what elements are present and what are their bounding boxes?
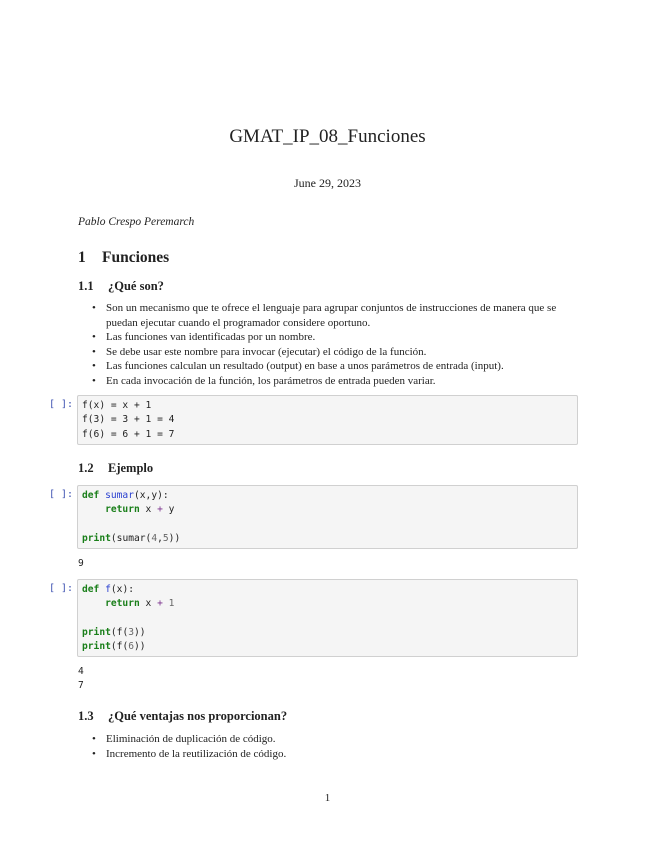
cell-output: 4 7 (78, 666, 84, 692)
list-item: • Eliminación de duplicación de código. (90, 732, 582, 747)
subsection-title: ¿Qué ventajas nos proporcionan? (108, 709, 288, 723)
bullet-list-que-son (90, 301, 582, 389)
subsection-heading-que-son (78, 279, 164, 294)
code-line (82, 518, 573, 532)
code-line: f(3) = 3 + 1 = 4 (82, 414, 175, 426)
code-line: def sumar(x,y): (82, 490, 169, 501)
code-line: print(f(3)) (82, 626, 146, 638)
cell-prompt: [ ]: (49, 489, 74, 500)
document-title: GMAT_IP_08_Funciones (229, 126, 426, 147)
code-cell-f[interactable] (77, 579, 578, 657)
code-line: print(sumar(4,5)) (82, 532, 181, 544)
list-item: • Se debe usar este nombre para invocar (ejecutar) el código de la función. (90, 345, 582, 360)
section-heading-funciones (78, 249, 169, 267)
code-line (82, 612, 573, 626)
subsection-heading-ejemplo (78, 461, 153, 476)
list-item: • Incremento de la reutilización de código. (90, 747, 582, 762)
code-cell-formula[interactable] (77, 395, 578, 445)
subsection-number: 1.1 (78, 279, 94, 293)
code-cell-sumar[interactable] (77, 485, 578, 549)
list-item: • Las funciones calculan un resultado (output) en base a unos parámetros de entrada (input). (90, 359, 582, 374)
code-line: f(x) = x + 1 (82, 400, 152, 411)
code-line: def f(x): (82, 584, 134, 595)
code-line: return x + 1 (105, 598, 175, 610)
code-line: print(f(6)) (82, 641, 146, 653)
subsection-title: Ejemplo (108, 461, 154, 475)
page-number: 1 (324, 792, 331, 804)
cell-prompt: [ ]: (49, 583, 74, 594)
subsection-number: 1.3 (78, 709, 94, 723)
section-number: 1 (78, 249, 86, 266)
list-item: • Las funciones van identificadas por un nombre. (90, 330, 582, 345)
cell-output: 9 (78, 558, 84, 569)
document-author: Pablo Crespo Peremarch (78, 216, 195, 228)
code-line: f(6) = 6 + 1 = 7 (82, 428, 175, 440)
code-line: return x + y (105, 504, 175, 516)
section-title: Funciones (102, 249, 170, 266)
list-item: • En cada invocación de la función, los parámetros de entrada pueden variar. (90, 374, 582, 389)
bullet-list-ventajas (90, 732, 582, 761)
cell-prompt: [ ]: (49, 399, 74, 410)
document-date: June 29, 2023 (294, 176, 361, 190)
subsection-title: ¿Qué son? (108, 279, 164, 293)
list-item: • Son un mecanismo que te ofrece el lenguaje para agrupar conjuntos de instrucciones de manera que se puedan ejecutar cuando el programador considere oportuno. (90, 301, 582, 330)
subsection-number: 1.2 (78, 461, 94, 475)
subsection-heading-ventajas (78, 709, 287, 724)
